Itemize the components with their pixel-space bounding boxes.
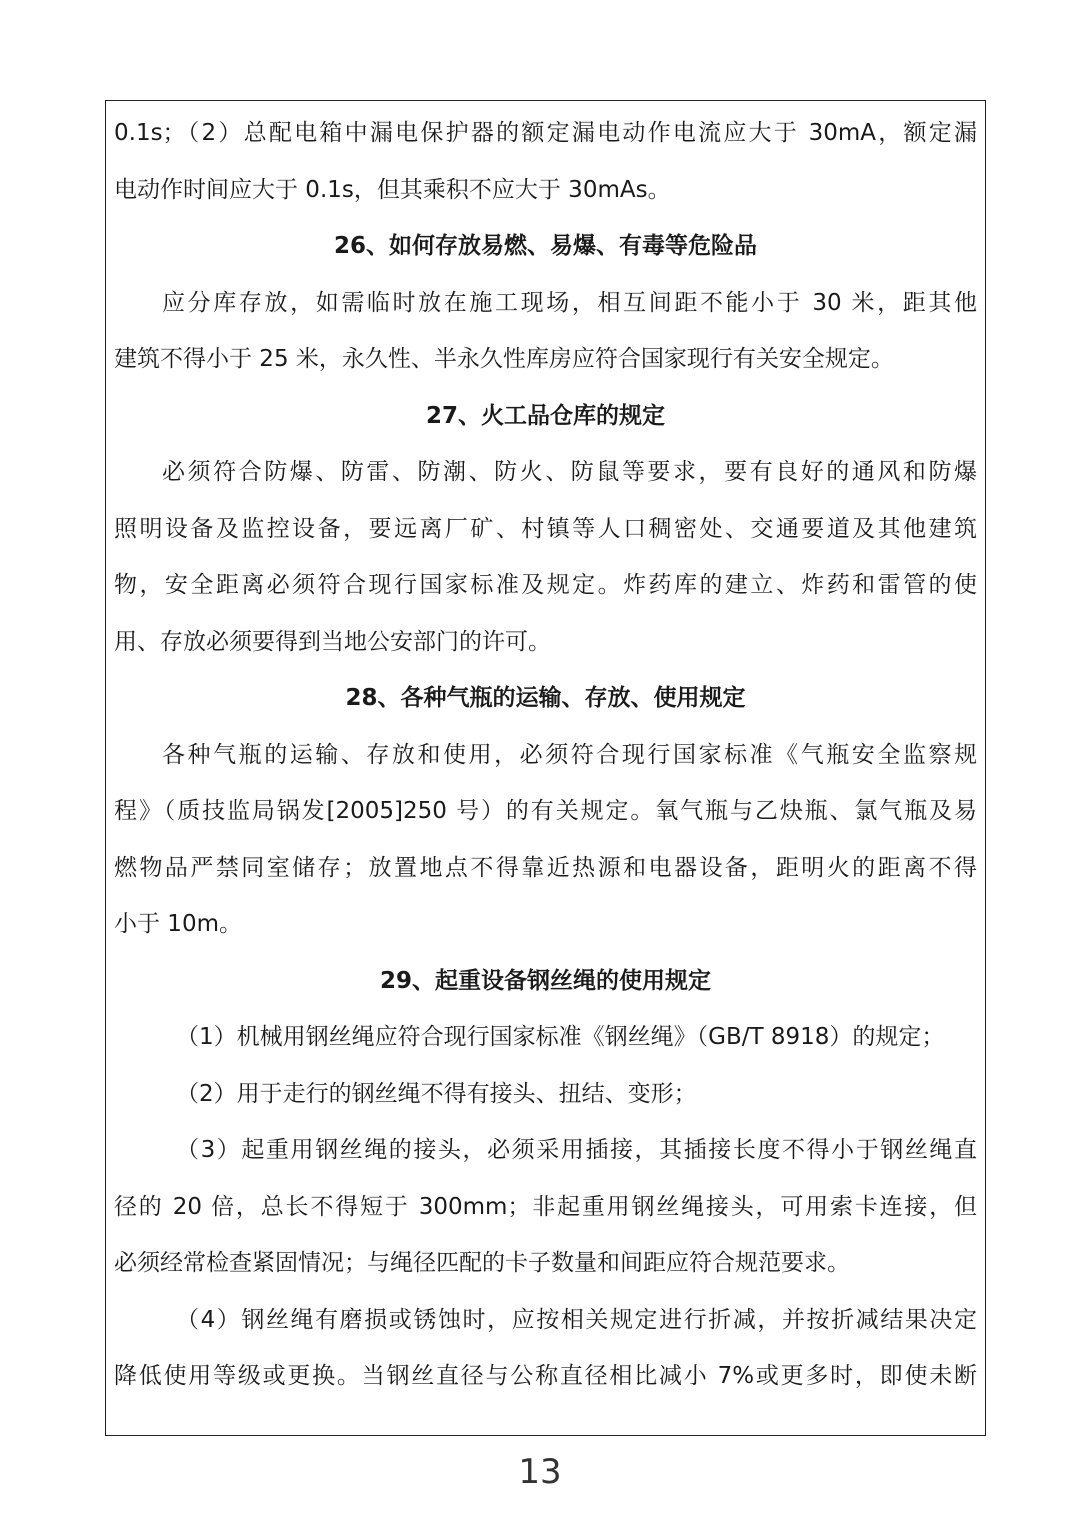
text-line: 小于 10m。 <box>114 911 242 937</box>
text-line: 必须经常检查紧固情况；与绳径匹配的卡子数量和间距应符合规范要求。 <box>114 1250 850 1276</box>
list-item: （1）机械用钢丝绳应符合现行国家标准《钢丝绳》（GB/T 8918）的规定； <box>176 1024 945 1050</box>
text-line: 程》（质技监局锅发[2005]250 号）的有关规定。氧气瓶与乙炔瓶、氯气瓶及易 <box>114 798 977 824</box>
text-line: 用、存放必须要得到当地公安部门的许可。 <box>114 628 551 655</box>
page-number: 13 <box>518 1452 562 1492</box>
section-heading-27: 27、火工品仓库的规定 <box>425 402 665 429</box>
page-frame <box>105 100 986 1436</box>
text-line: 燃物品严禁同室储存；放置地点不得靠近热源和电器设备，距明火的距离不得 <box>114 854 977 881</box>
text-line: 必须符合防爆、防雷、防潮、防火、防鼠等要求，要有良好的通风和防爆 <box>162 459 977 485</box>
section-heading-28: 28、各种气瓶的运输、存放、使用规定 <box>345 685 746 711</box>
text-line: 电动作时间应大于 0.1s，但其乘积不应大于 30mAs。 <box>114 176 671 203</box>
text-line: 物，安全距离必须符合现行国家标准及规定。炸药库的建立、炸药和雷管的使 <box>114 572 977 598</box>
text-line: 照明设备及监控设备，要远离厂矿、村镇等人口稠密处、交通要道及其他建筑 <box>114 515 977 542</box>
list-item: （2）用于走行的钢丝绳不得有接头、扭结、变形； <box>176 1080 697 1107</box>
list-item: （3）起重用钢丝绳的接头，必须采用插接，其插接长度不得小于钢丝绳直 <box>176 1137 977 1163</box>
section-heading-29: 29、起重设备钢丝绳的使用规定 <box>379 967 711 994</box>
text-line: 应分库存放，如需临时放在施工现场，相互间距不能小于 30 米，距其他 <box>162 289 977 316</box>
page-content <box>114 105 977 1405</box>
text-line: 降低使用等级或更换。当钢丝直径与公称直径相比减小 7%或更多时，即使未断 <box>114 1363 977 1389</box>
text-line: 建筑不得小于 25 米，永久性、半永久性库房应符合国家现行有关安全规定。 <box>114 346 894 372</box>
section-heading-26: 26、如何存放易燃、易爆、有毒等危险品 <box>333 233 757 259</box>
text-line: 0.1s；（2）总配电箱中漏电保护器的额定漏电动作电流应大于 30mA，额定漏 <box>114 120 977 146</box>
list-item: （4）钢丝绳有磨损或锈蚀时，应按相关规定进行折减，并按折减结果决定 <box>176 1306 977 1333</box>
text-line: 径的 20 倍，总长不得短于 300mm；非起重用钢丝绳接头，可用索卡连接，但 <box>114 1193 977 1220</box>
text-line: 各种气瓶的运输、存放和使用，必须符合现行国家标准《气瓶安全监察规 <box>162 741 977 768</box>
